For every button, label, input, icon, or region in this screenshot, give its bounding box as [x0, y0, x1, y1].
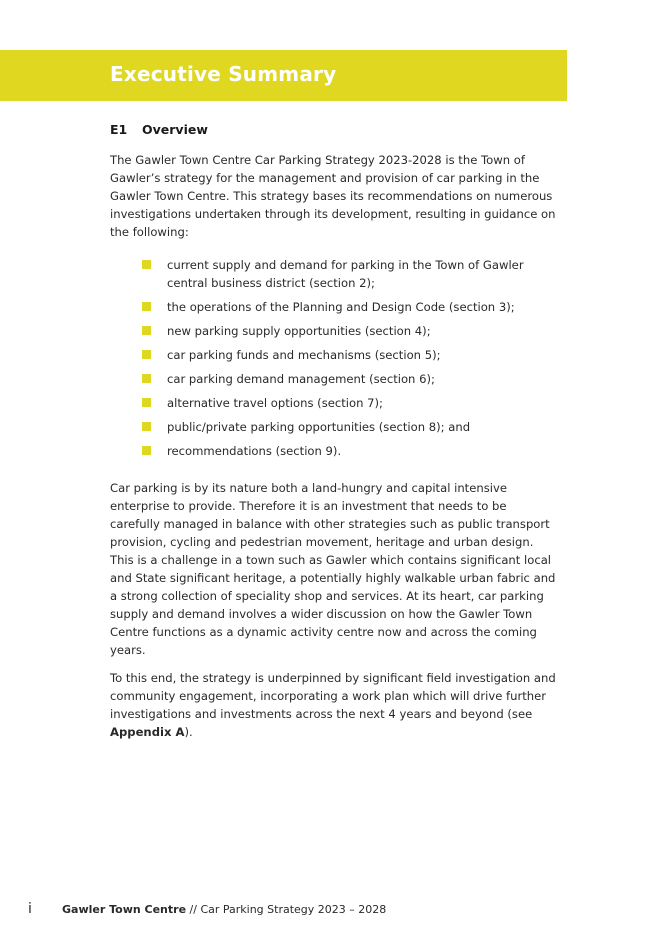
- bullet-square-icon: [142, 446, 151, 455]
- list-item: recommendations (section 9).: [142, 442, 552, 460]
- section-title: Overview: [142, 122, 208, 137]
- page-number: i: [28, 901, 32, 917]
- list-item: car parking demand management (section 6);: [142, 370, 552, 388]
- footer-separator: //: [186, 903, 201, 916]
- guidance-list: [142, 256, 552, 466]
- list-item: new parking supply opportunities (section 4);: [142, 322, 552, 340]
- bullet-square-icon: [142, 398, 151, 407]
- list-item: current supply and demand for parking in the Town of Gawler central business district (section 2);: [142, 256, 552, 292]
- list-item: the operations of the Planning and Design Code (section 3);: [142, 298, 552, 316]
- appendix-reference: Appendix A: [110, 725, 185, 739]
- section-heading: [110, 122, 208, 137]
- header-banner: [0, 50, 567, 101]
- closing-paragraph: To this end, the strategy is underpinned by significant field investigation and community engagement, incorporating a work plan which will drive further investigations and investments across the next 4 years and beyond (see Appendix A).: [110, 671, 556, 739]
- bullet-square-icon: [142, 260, 151, 269]
- bullet-square-icon: [142, 374, 151, 383]
- page-title: Executive Summary: [110, 62, 337, 86]
- footer-document-title: Car Parking Strategy 2023 – 2028: [200, 903, 387, 916]
- page-footer: [28, 901, 386, 917]
- bullet-square-icon: [142, 422, 151, 431]
- list-item: public/private parking opportunities (section 8); and: [142, 418, 552, 436]
- list-item: alternative travel options (section 7);: [142, 394, 552, 412]
- section-number: E1: [110, 122, 128, 137]
- bullet-square-icon: [142, 302, 151, 311]
- intro-paragraph: The Gawler Town Centre Car Parking Strategy 2023-2028 is the Town of Gawler’s strategy for the management and provision of car parking in the Gawler Town Centre. This strategy bases its recommendations on numerous investigations undertaken through its development, resulting in guidance on the following:: [110, 153, 556, 239]
- body-paragraph: Car parking is by its nature both a land-hungry and capital intensive enterprise to provide. Therefore it is an investment that needs to be carefully managed in balance with other strategies such as public transport provision, cycling and pedestrian movement, heritage and urban design. This is a challenge in a town such as Gawler which contains significant local and State significant heritage, a potentially highly walkable urban fabric and a strong collection of speciality shop and services. At its heart, car parking supply and demand involves a wider discussion on how the Gawler Town Centre functions as a dynamic activity centre now and across the coming years.: [110, 481, 556, 657]
- bullet-square-icon: [142, 350, 151, 359]
- list-item: car parking funds and mechanisms (section 5);: [142, 346, 552, 364]
- bullet-square-icon: [142, 326, 151, 335]
- footer-organisation: Gawler Town Centre: [62, 903, 187, 916]
